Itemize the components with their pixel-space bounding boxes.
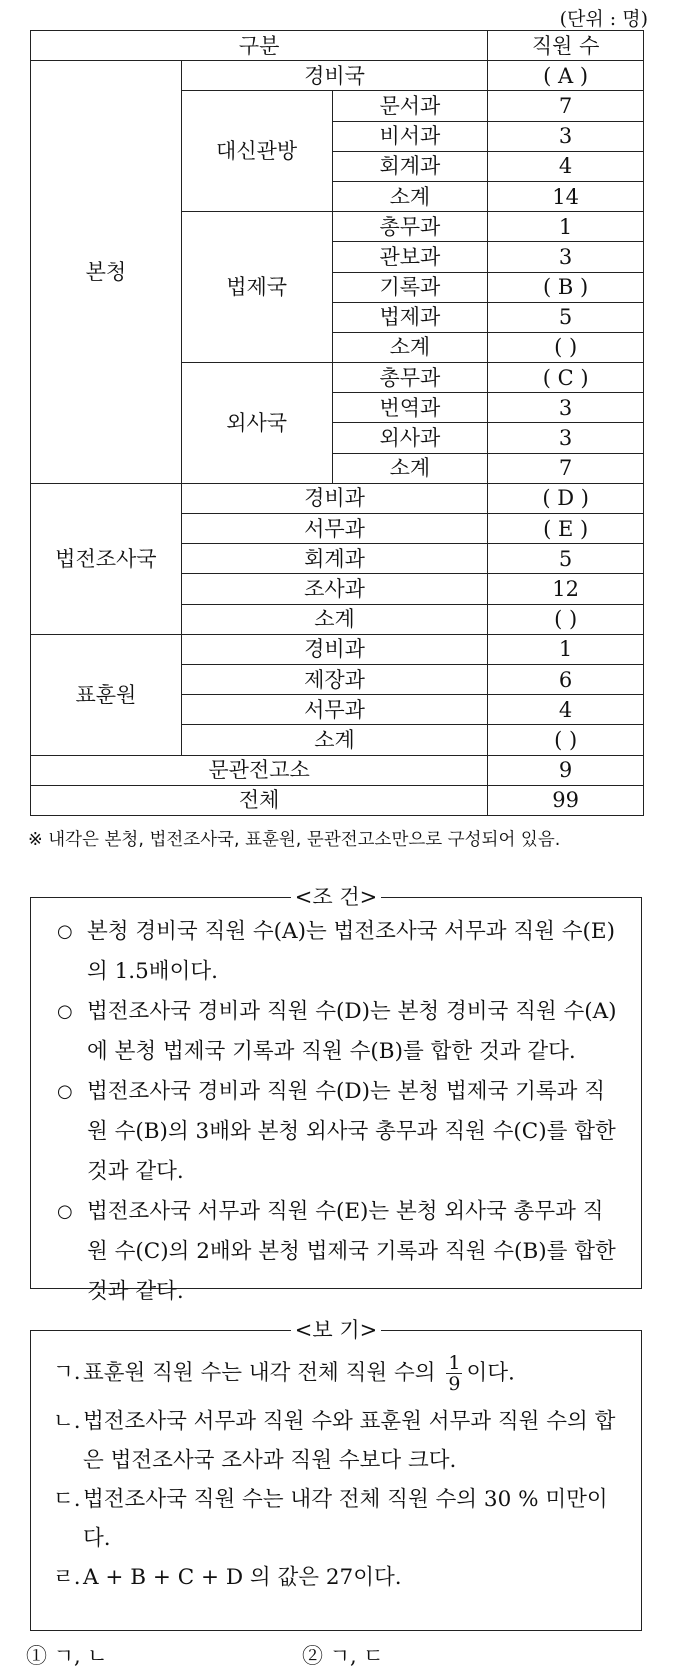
count-cell: 4 — [488, 695, 644, 725]
choice-2[interactable]: ② ㄱ, ㄷ — [302, 1644, 384, 1668]
count-cell: ( C ) — [488, 363, 644, 393]
dept-label: 대신관방 — [181, 91, 332, 212]
view-title: <보 기> — [291, 1318, 381, 1342]
table-header-row — [31, 31, 644, 61]
count-cell: 3 — [488, 393, 644, 423]
subtotal-label: 소계 — [332, 181, 488, 211]
bullet-icon: ○ — [57, 1001, 73, 1022]
section-label: 서무과 — [181, 514, 487, 544]
count-cell: ( E ) — [488, 514, 644, 544]
count-cell: ( ) — [488, 332, 644, 362]
count-cell: 7 — [488, 453, 644, 483]
count-cell: 7 — [488, 91, 644, 121]
subtotal-label: 소계 — [332, 453, 488, 483]
group-label: 본청 — [31, 61, 182, 484]
count-cell: 1 — [488, 212, 644, 242]
total-label: 전체 — [31, 785, 488, 815]
bullet-icon: ○ — [57, 1201, 73, 1222]
section-label: 문서과 — [332, 91, 488, 121]
section-label: 서무과 — [181, 695, 487, 725]
count-cell: 3 — [488, 242, 644, 272]
count-cell: 6 — [488, 664, 644, 694]
section-label: 경비과 — [181, 634, 487, 664]
table-row — [31, 61, 644, 91]
section-label: 비서과 — [332, 121, 488, 151]
header-count: 직원 수 — [488, 31, 644, 61]
total-count-cell: 99 — [488, 785, 644, 815]
section-label: 제장과 — [181, 664, 487, 694]
group-label: 법전조사국 — [31, 483, 182, 634]
condition-item: ○ 법전조사국 서무과 직원 수(E)는 본청 외사국 총무과 직원 수(C)의 2배와 본청 법제국 기록과 직원 수(B)를 합한 것과 같다. — [57, 1192, 619, 1312]
dept-label: 법제국 — [181, 212, 332, 363]
section-label: 총무과 — [332, 363, 488, 393]
count-cell: ( A ) — [488, 61, 644, 91]
count-cell: ( ) — [488, 725, 644, 755]
dept-label: 외사국 — [181, 363, 332, 484]
table-note: ※ 내각은 본청, 법전조사국, 표훈원, 문관전고소만으로 구성되어 있음. — [28, 830, 561, 850]
view-item: ㄱ. 표훈원 직원 수는 내각 전체 직원 수의 $\frac{1}{9}$ 이다. — [53, 1352, 515, 1395]
staff-table — [30, 30, 644, 816]
view-box — [30, 1318, 642, 1631]
conditions-title: <조 건> — [291, 885, 381, 909]
count-cell: 5 — [488, 302, 644, 332]
count-cell: 3 — [488, 423, 644, 453]
item-mark: ㄹ. — [53, 1565, 81, 1590]
count-cell: 1 — [488, 634, 644, 664]
section-label: 외사과 — [332, 423, 488, 453]
conditions-box — [30, 885, 642, 1304]
table-row — [31, 634, 644, 664]
count-cell: 12 — [488, 574, 644, 604]
section-label: 경비과 — [181, 483, 487, 513]
condition-item: ○ 법전조사국 경비과 직원 수(D)는 본청 법제국 기록과 직원 수(B)의 3배와 본청 외사국 총무과 직원 수(C)를 합한 것과 같다. — [57, 1072, 619, 1192]
unit-label: (단위 : 명) — [559, 8, 648, 30]
table-row — [31, 483, 644, 513]
header-category: 구분 — [31, 31, 488, 61]
count-cell: 5 — [488, 544, 644, 574]
view-item: ㄷ. 법전조사국 직원 수는 내각 전체 직원 수의 30 % 미만이다. — [53, 1480, 619, 1558]
count-cell: ( B ) — [488, 272, 644, 302]
section-label: 총무과 — [332, 212, 488, 242]
section-label: 회계과 — [332, 151, 488, 181]
item-mark: ㄱ. — [53, 1360, 81, 1385]
count-cell: ( D ) — [488, 483, 644, 513]
group-label: 문관전고소 — [31, 755, 488, 785]
choice-1[interactable]: ① ㄱ, ㄴ — [26, 1644, 108, 1668]
condition-item: ○ 본청 경비국 직원 수(A)는 법전조사국 서무과 직원 수(E)의 1.5배이다. — [57, 912, 619, 992]
subtotal-label: 소계 — [332, 332, 488, 362]
item-mark: ㄴ. — [53, 1409, 81, 1434]
count-cell: 14 — [488, 181, 644, 211]
view-item: ㄴ. 법전조사국 서무과 직원 수와 표훈원 서무과 직원 수의 합은 법전조사국 조사과 직원 수보다 크다. — [53, 1402, 619, 1480]
section-label: 법제과 — [332, 302, 488, 332]
view-item: ㄹ. A + B + C + D 의 값은 27이다. — [53, 1558, 619, 1597]
subtotal-label: 소계 — [181, 725, 487, 755]
count-cell: ( ) — [488, 604, 644, 634]
section-label: 기록과 — [332, 272, 488, 302]
item-mark: ㄷ. — [53, 1487, 81, 1512]
bullet-icon: ○ — [57, 1081, 73, 1102]
section-label: 번역과 — [332, 393, 488, 423]
table-row — [31, 755, 644, 785]
subtotal-label: 소계 — [181, 604, 487, 634]
table-total-row — [31, 785, 644, 815]
fraction: $\frac{1}{9}$ — [448, 1352, 461, 1395]
group-label: 표훈원 — [31, 634, 182, 755]
dept-label: 경비국 — [181, 61, 487, 91]
condition-item: ○ 법전조사국 경비과 직원 수(D)는 본청 경비국 직원 수(A)에 본청 법제국 기록과 직원 수(B)를 합한 것과 같다. — [57, 992, 619, 1072]
count-cell: 4 — [488, 151, 644, 181]
section-label: 조사과 — [181, 574, 487, 604]
bullet-icon: ○ — [57, 921, 73, 942]
section-label: 관보과 — [332, 242, 488, 272]
count-cell: 3 — [488, 121, 644, 151]
count-cell: 9 — [488, 755, 644, 785]
section-label: 회계과 — [181, 544, 487, 574]
